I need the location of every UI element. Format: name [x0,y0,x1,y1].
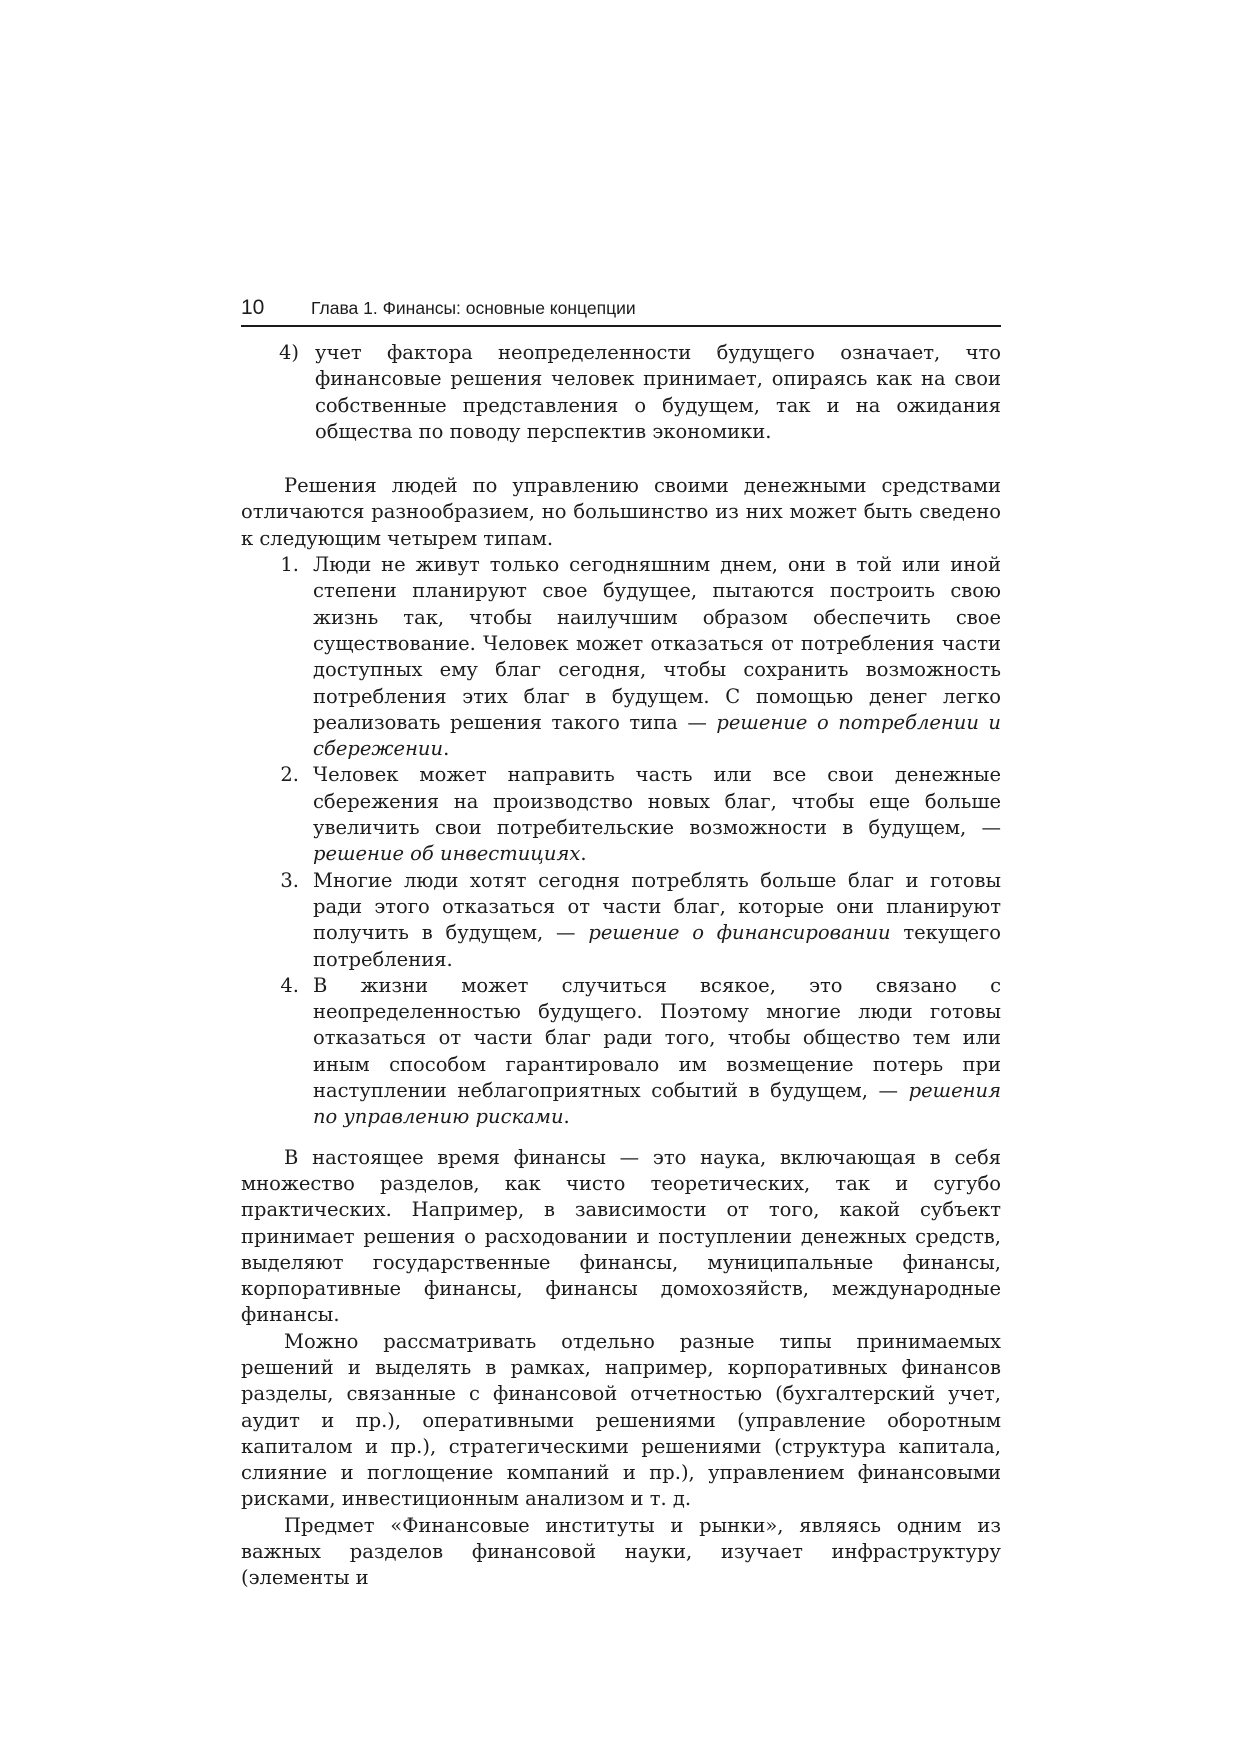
list-item-number: 2. [280,763,299,787]
list-item [241,973,1001,1131]
book-page [241,296,1001,1592]
list-item-text: учет фактора неопределенности будущего означает, что финансовые решения человек принимает, опираясь как на свои собственные представления о будущем, так и на ожидания общества по поводу перспектив экономики. [315,341,1001,443]
page-body [241,340,1001,1592]
term: решение об инвестициях [313,842,581,866]
page-number: 10 [241,296,265,319]
list-item-number: 4) [279,341,300,364]
chapter-title: Глава 1. Финансы: основные концепции [311,298,636,318]
list-item [241,868,1001,973]
paragraph: Предмет «Финансовые институты и рынки», являясь одним из важных разделов финансовой науки, изучает инфраструктуру (элементы и [241,1513,1001,1590]
list-item [241,552,1001,762]
list-item-number: 4. [280,973,299,997]
list-item-text: Люди не живут только сегодняшним днем, они в той или иной степени планируют свое будущее, пытаются построить свою жизнь так, чтобы наилучшим образом обеспечить свое существование. Человек может отказаться от потребления части доступных ему благ сегодня, чтобы сохранить возможность потребления этих благ в будущем. С помощью денег легко реализовать решения такого типа — решение о потреблении и сбережении. [313,553,1001,761]
paragraph: Можно рассматривать отдельно разные типы принимаемых решений и выделять в рамках, например, корпоративных финансов разделы, связанные с финансовой отчетностью (бухгалтерский учет, аудит и пр.), оперативными решениями (управление оборотным капиталом и пр.), стратегическими решениями (структура капитала, слияние и поглощение компаний и пр.), управлением финансовыми рисками, инвестиционным анализом и т. д. [241,1329,1001,1511]
running-header [241,296,1001,327]
list-item-number: 3. [280,868,299,892]
term: решение о потреблении и сбережении [313,710,1001,761]
term: решение о финансировании [588,921,891,945]
list-item [241,340,1001,445]
list-item-text: В жизни может случиться всякое, это связано с неопределенностью будущего. Поэтому многие люди готовы отказаться от части благ ради того, чтобы общество тем или иным способом гарантировало им возмещение потерь при наступлении неблагоприятных событий в будущем, — решения по управлению рисками. [313,973,1001,1129]
list-item-text: Человек может направить часть или все свои денежные сбережения на производство новых благ, чтобы еще больше увеличить свои потребительские возможности в будущем, — решение об инвестициях. [313,763,1001,866]
decision-types-list [241,552,1001,1131]
paragraph: В настоящее время финансы — это наука, включающая в себя множество разделов, как чисто теоретических, так и сугубо практических. Например, в зависимости от того, какой субъект принимает решения о расходовании и поступлении денежных средств, выделяют государственные финансы, муниципальные финансы, корпоративные финансы, финансы домохозяйств, международные финансы. [241,1145,1001,1327]
list-item [241,762,1001,867]
term: решения по управлению рисками [313,1079,1001,1129]
intro-paragraph: Решения людей по управлению своими денежными средствами отличаются разнообразием, но большинство из них может быть сведено к следующим четырем типам. [241,474,1001,550]
list-item-text: Многие люди хотят сегодня потреблять больше благ и готовы ради этого отказаться от части благ, которые они планируют получить в будущем, — решение о финансировании текущего потребления. [313,868,1001,971]
list-item-number: 1. [280,553,299,577]
